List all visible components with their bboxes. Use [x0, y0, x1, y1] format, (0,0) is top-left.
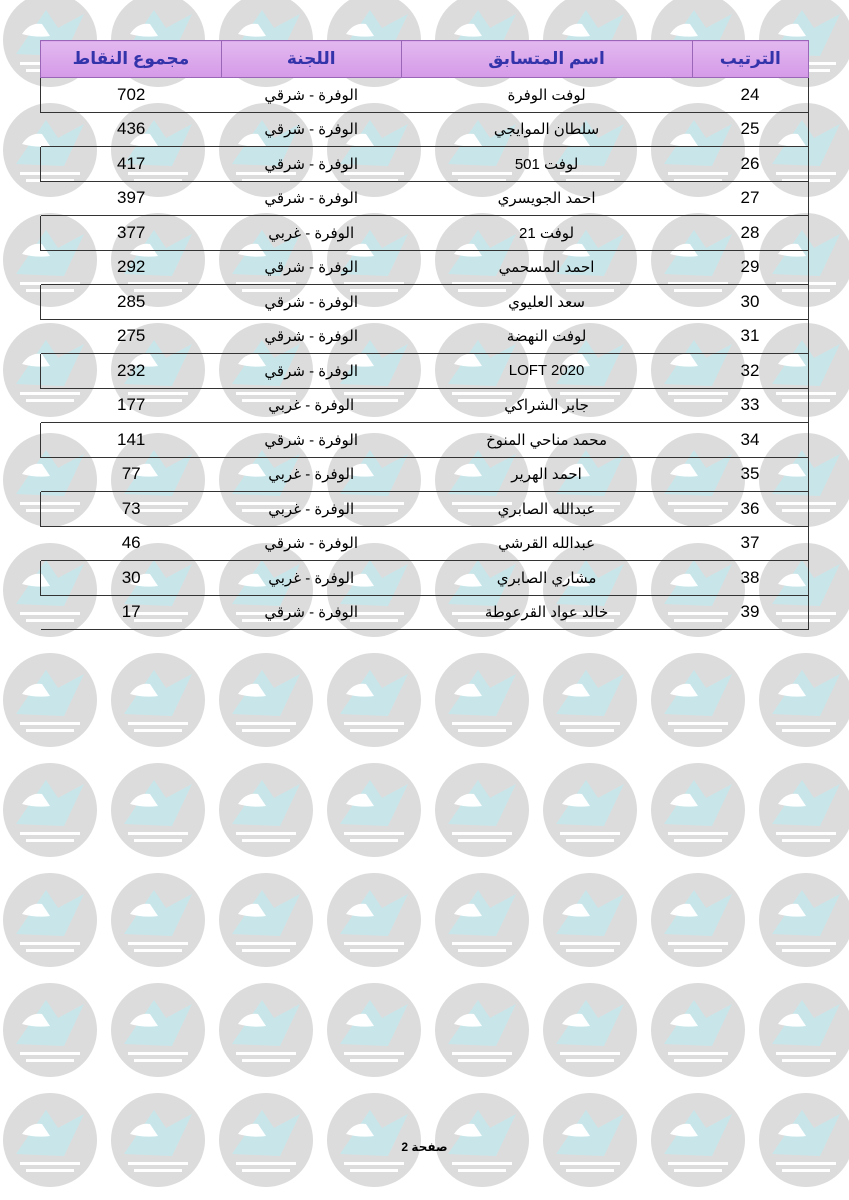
table-row: [41, 250, 809, 285]
cell-rank: 27: [692, 181, 808, 216]
table-row: [41, 285, 809, 320]
cell-name: لوفت النهضة: [506, 328, 587, 346]
pigeon-logo-icon: [543, 653, 637, 747]
cell-name: لوفت 501: [514, 155, 579, 173]
cell-name: خالد عواد القرعوطة: [484, 604, 609, 622]
cell-committee: الوفرة - شرقي: [264, 86, 359, 104]
pigeon-logo-icon: [3, 983, 97, 1077]
cell-rank: 32: [692, 354, 808, 389]
cell-committee: الوفرة - شرقي: [264, 121, 359, 139]
cell-rank: 33: [692, 388, 808, 423]
cell-rank: 25: [692, 112, 808, 147]
table-row: [41, 354, 809, 389]
cell-name: سعد العليوي: [508, 293, 585, 311]
pigeon-logo-icon: [219, 763, 313, 857]
pigeon-logo-icon: [543, 763, 637, 857]
cell-points: 30: [41, 561, 222, 596]
cell-committee: الوفرة - شرقي: [264, 431, 359, 449]
cell-rank: 31: [692, 319, 808, 354]
cell-points: 17: [121, 602, 141, 622]
header-points: مجموع النقاط: [41, 41, 222, 78]
cell-committee: الوفرة - شرقي: [264, 155, 359, 173]
cell-name: مشاري الصابري: [496, 569, 597, 587]
cell-points: 377: [41, 216, 222, 251]
cell-points: 397: [116, 188, 146, 208]
cell-points: 232: [41, 354, 222, 389]
cell-committee: الوفرة - غربي: [268, 397, 355, 415]
pigeon-logo-icon: [543, 873, 637, 967]
cell-rank: 38: [692, 561, 808, 596]
cell-rank: 30: [692, 285, 808, 320]
pigeon-logo-icon: [111, 873, 205, 967]
table-row: [41, 181, 809, 216]
cell-points: 436: [116, 119, 146, 139]
cell-name: جابر الشراكي: [504, 397, 589, 415]
cell-rank: 29: [692, 250, 808, 285]
cell-points: 73: [41, 492, 222, 527]
table-row: [41, 388, 809, 423]
pigeon-logo-icon: [759, 873, 849, 967]
cell-name: لوفت الوفرة: [507, 86, 586, 104]
cell-committee: الوفرة - غربي: [268, 500, 355, 518]
pigeon-logo-icon: [435, 983, 529, 1077]
table-row: [41, 216, 809, 251]
table-row: [41, 492, 809, 527]
pigeon-logo-icon: [3, 873, 97, 967]
pigeon-logo-icon: [111, 983, 205, 1077]
cell-points: 141: [41, 423, 222, 458]
pigeon-logo-icon: [435, 873, 529, 967]
pigeon-logo-icon: [327, 983, 421, 1077]
table-row: [41, 423, 809, 458]
cell-committee: الوفرة - غربي: [268, 224, 355, 242]
pigeon-logo-icon: [543, 983, 637, 1077]
cell-points: 177: [116, 395, 146, 415]
cell-name: عبدالله الصابري: [497, 500, 596, 518]
results-table: [40, 40, 809, 630]
cell-committee: الوفرة - شرقي: [264, 190, 359, 208]
cell-name: محمد مناحي المنوخ: [486, 431, 607, 449]
cell-points: 702: [41, 78, 222, 113]
cell-points: 417: [41, 147, 222, 182]
cell-rank: 24: [692, 78, 808, 113]
cell-committee: الوفرة - شرقي: [264, 328, 359, 346]
cell-rank: 35: [692, 457, 808, 492]
pigeon-logo-icon: [3, 763, 97, 857]
cell-points: 292: [116, 257, 146, 277]
cell-committee: الوفرة - شرقي: [264, 293, 359, 311]
pigeon-logo-icon: [327, 653, 421, 747]
pigeon-logo-icon: [651, 983, 745, 1077]
table-row: [41, 147, 809, 182]
cell-committee: الوفرة - شرقي: [264, 259, 359, 277]
cell-committee: الوفرة - شرقي: [264, 604, 359, 622]
cell-name: احمد الهرير: [511, 466, 582, 484]
table-row: [41, 112, 809, 147]
cell-committee: الوفرة - شرقي: [264, 535, 359, 553]
cell-committee: الوفرة - غربي: [268, 569, 355, 587]
table-row: [41, 78, 809, 113]
cell-points: 285: [41, 285, 222, 320]
pigeon-logo-icon: [435, 653, 529, 747]
cell-rank: 37: [692, 526, 808, 561]
table-row: [41, 561, 809, 596]
pigeon-logo-icon: [3, 653, 97, 747]
pigeon-logo-icon: [327, 763, 421, 857]
pigeon-logo-icon: [219, 983, 313, 1077]
pigeon-logo-icon: [651, 763, 745, 857]
pigeon-logo-icon: [111, 763, 205, 857]
cell-name: احمد الجويسري: [497, 190, 596, 208]
cell-rank: 39: [692, 595, 808, 630]
page-number: صفحة 2: [401, 1140, 448, 1154]
cell-points: 77: [121, 464, 141, 484]
table-row: [41, 595, 809, 630]
cell-committee: الوفرة - شرقي: [264, 362, 359, 380]
pigeon-logo-icon: [435, 763, 529, 857]
table-row: [41, 526, 809, 561]
pigeon-logo-icon: [651, 873, 745, 967]
cell-name: LOFT 2020: [508, 362, 585, 380]
table-header-row: [41, 41, 809, 78]
cell-rank: 26: [692, 147, 808, 182]
header-committee: اللجنة: [221, 41, 401, 78]
pigeon-logo-icon: [759, 763, 849, 857]
pigeon-logo-icon: [111, 653, 205, 747]
cell-rank: 36: [692, 492, 808, 527]
cell-name: عبدالله القرشي: [498, 535, 596, 553]
cell-committee: الوفرة - غربي: [268, 466, 355, 484]
cell-name: لوفت 21: [519, 224, 575, 242]
pigeon-logo-icon: [759, 983, 849, 1077]
pigeon-logo-icon: [327, 873, 421, 967]
cell-name: سلطان الموايجي: [493, 121, 600, 139]
header-name: اسم المتسابق: [401, 41, 692, 78]
cell-points: 46: [121, 533, 141, 553]
cell-rank: 34: [692, 423, 808, 458]
table-body: [41, 78, 809, 630]
pigeon-logo-icon: [219, 653, 313, 747]
pigeon-logo-icon: [651, 653, 745, 747]
cell-name: احمد المسحمي: [498, 259, 595, 277]
pigeon-logo-icon: [219, 873, 313, 967]
cell-rank: 28: [692, 216, 808, 251]
table-row: [41, 457, 809, 492]
pigeon-logo-icon: [759, 653, 849, 747]
header-rank: الترتيب: [692, 41, 808, 78]
cell-points: 275: [116, 326, 146, 346]
table-row: [41, 319, 809, 354]
